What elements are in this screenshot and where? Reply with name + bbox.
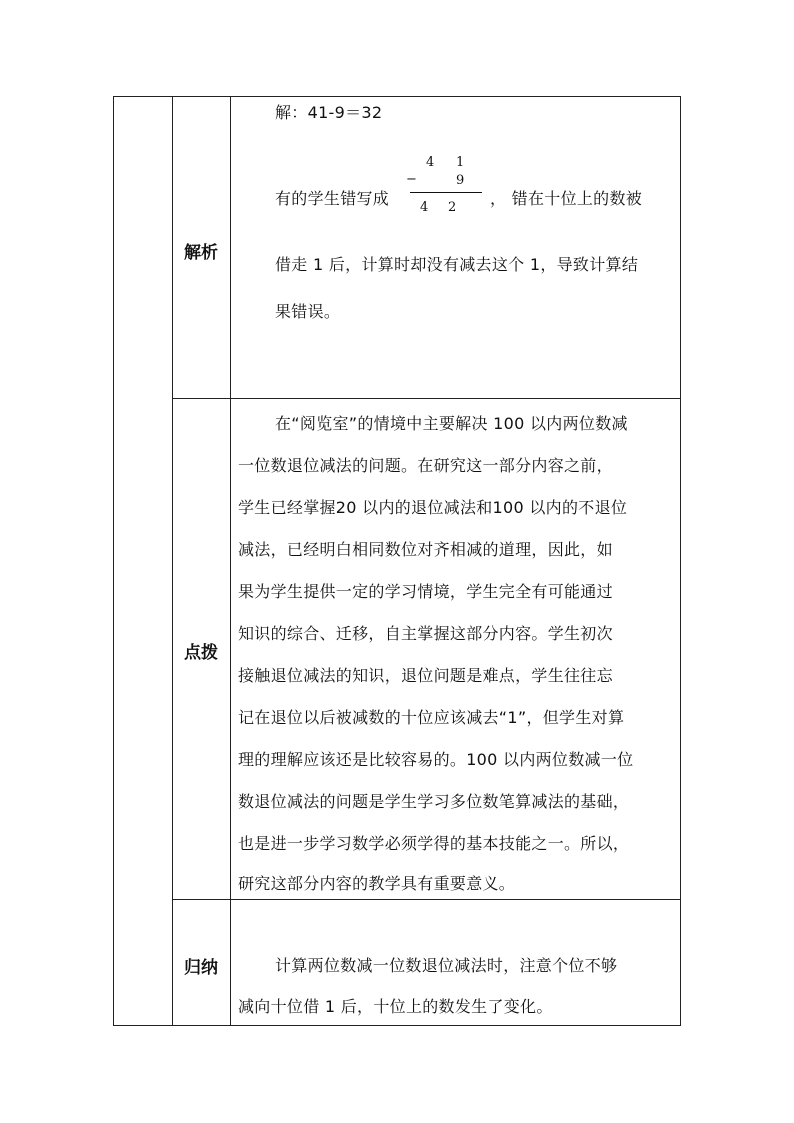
mistake-intro-text: 有的学生错写成: [275, 189, 390, 208]
analysis-line-3: 借走 1 后，计算时却没有减去这个 1，导致计算结: [275, 255, 639, 274]
hint-line: 知识的综合、迁移，自主掌握这部分内容。学生初次: [238, 624, 613, 643]
hint-line: 在“阅览室”的情境中主要解决 100 以内两位数减: [275, 414, 628, 433]
summary-line: 计算两位数减一位数退位减法时，注意个位不够: [275, 956, 618, 975]
column-divider-1: [172, 96, 173, 1026]
hint-line: 记在退位以后被减数的十位应该减去“1”，但学生对算: [238, 708, 625, 727]
table-left-border: [113, 96, 114, 1026]
hint-line: 数退位减法的问题是学生学习多位数笔算减法的基础，: [238, 792, 630, 811]
hint-line: 果为学生提供一定的学习情境，学生完全有可能通过: [238, 582, 613, 601]
hint-line: 研究这部分内容的教学具有重要意义。: [238, 874, 516, 893]
top-ones-digit: 1: [456, 155, 465, 170]
hint-line: 学生已经掌握20 以内的退位减法和100 以内的不退位: [238, 498, 628, 517]
row-label-hint: 点拨: [184, 643, 218, 663]
mistake-location-text: ， 错在十位上的数被: [490, 189, 643, 208]
hint-line: 减法，已经明白相同数位对齐相减的道理，因此，如: [238, 540, 613, 559]
summary-content: [236, 0, 676, 1025]
row-label-summary: 归纳: [184, 958, 218, 978]
minus-sign: −: [406, 172, 418, 187]
result-ones-digit: 2: [448, 200, 457, 215]
solution-line: 解：41-9＝32: [275, 103, 383, 122]
hint-line: 一位数退位减法的问题。在研究这一部分内容之前，: [238, 456, 613, 475]
hint-line: 接触退位减法的知识，退位问题是难点，学生往往忘: [238, 666, 613, 685]
hint-line: 理的理解应该还是比较容易的。100 以内两位数减一位: [238, 750, 634, 769]
hint-line: 也是进一步学习数学必须学得的基本技能之一。所以，: [238, 834, 630, 853]
summary-line: 减向十位借 1 后，十位上的数发生了变化。: [238, 997, 553, 1016]
bottom-ones-digit: 9: [456, 173, 465, 188]
column-divider-2: [230, 96, 231, 1026]
table-bottom-border: [113, 1025, 681, 1026]
analysis-line-4: 果错误。: [275, 302, 341, 321]
table-right-border: [680, 96, 681, 1026]
top-tens-digit: 4: [426, 155, 435, 170]
row-label-analysis: 解析: [184, 243, 218, 263]
result-tens-digit: 4: [420, 200, 429, 215]
